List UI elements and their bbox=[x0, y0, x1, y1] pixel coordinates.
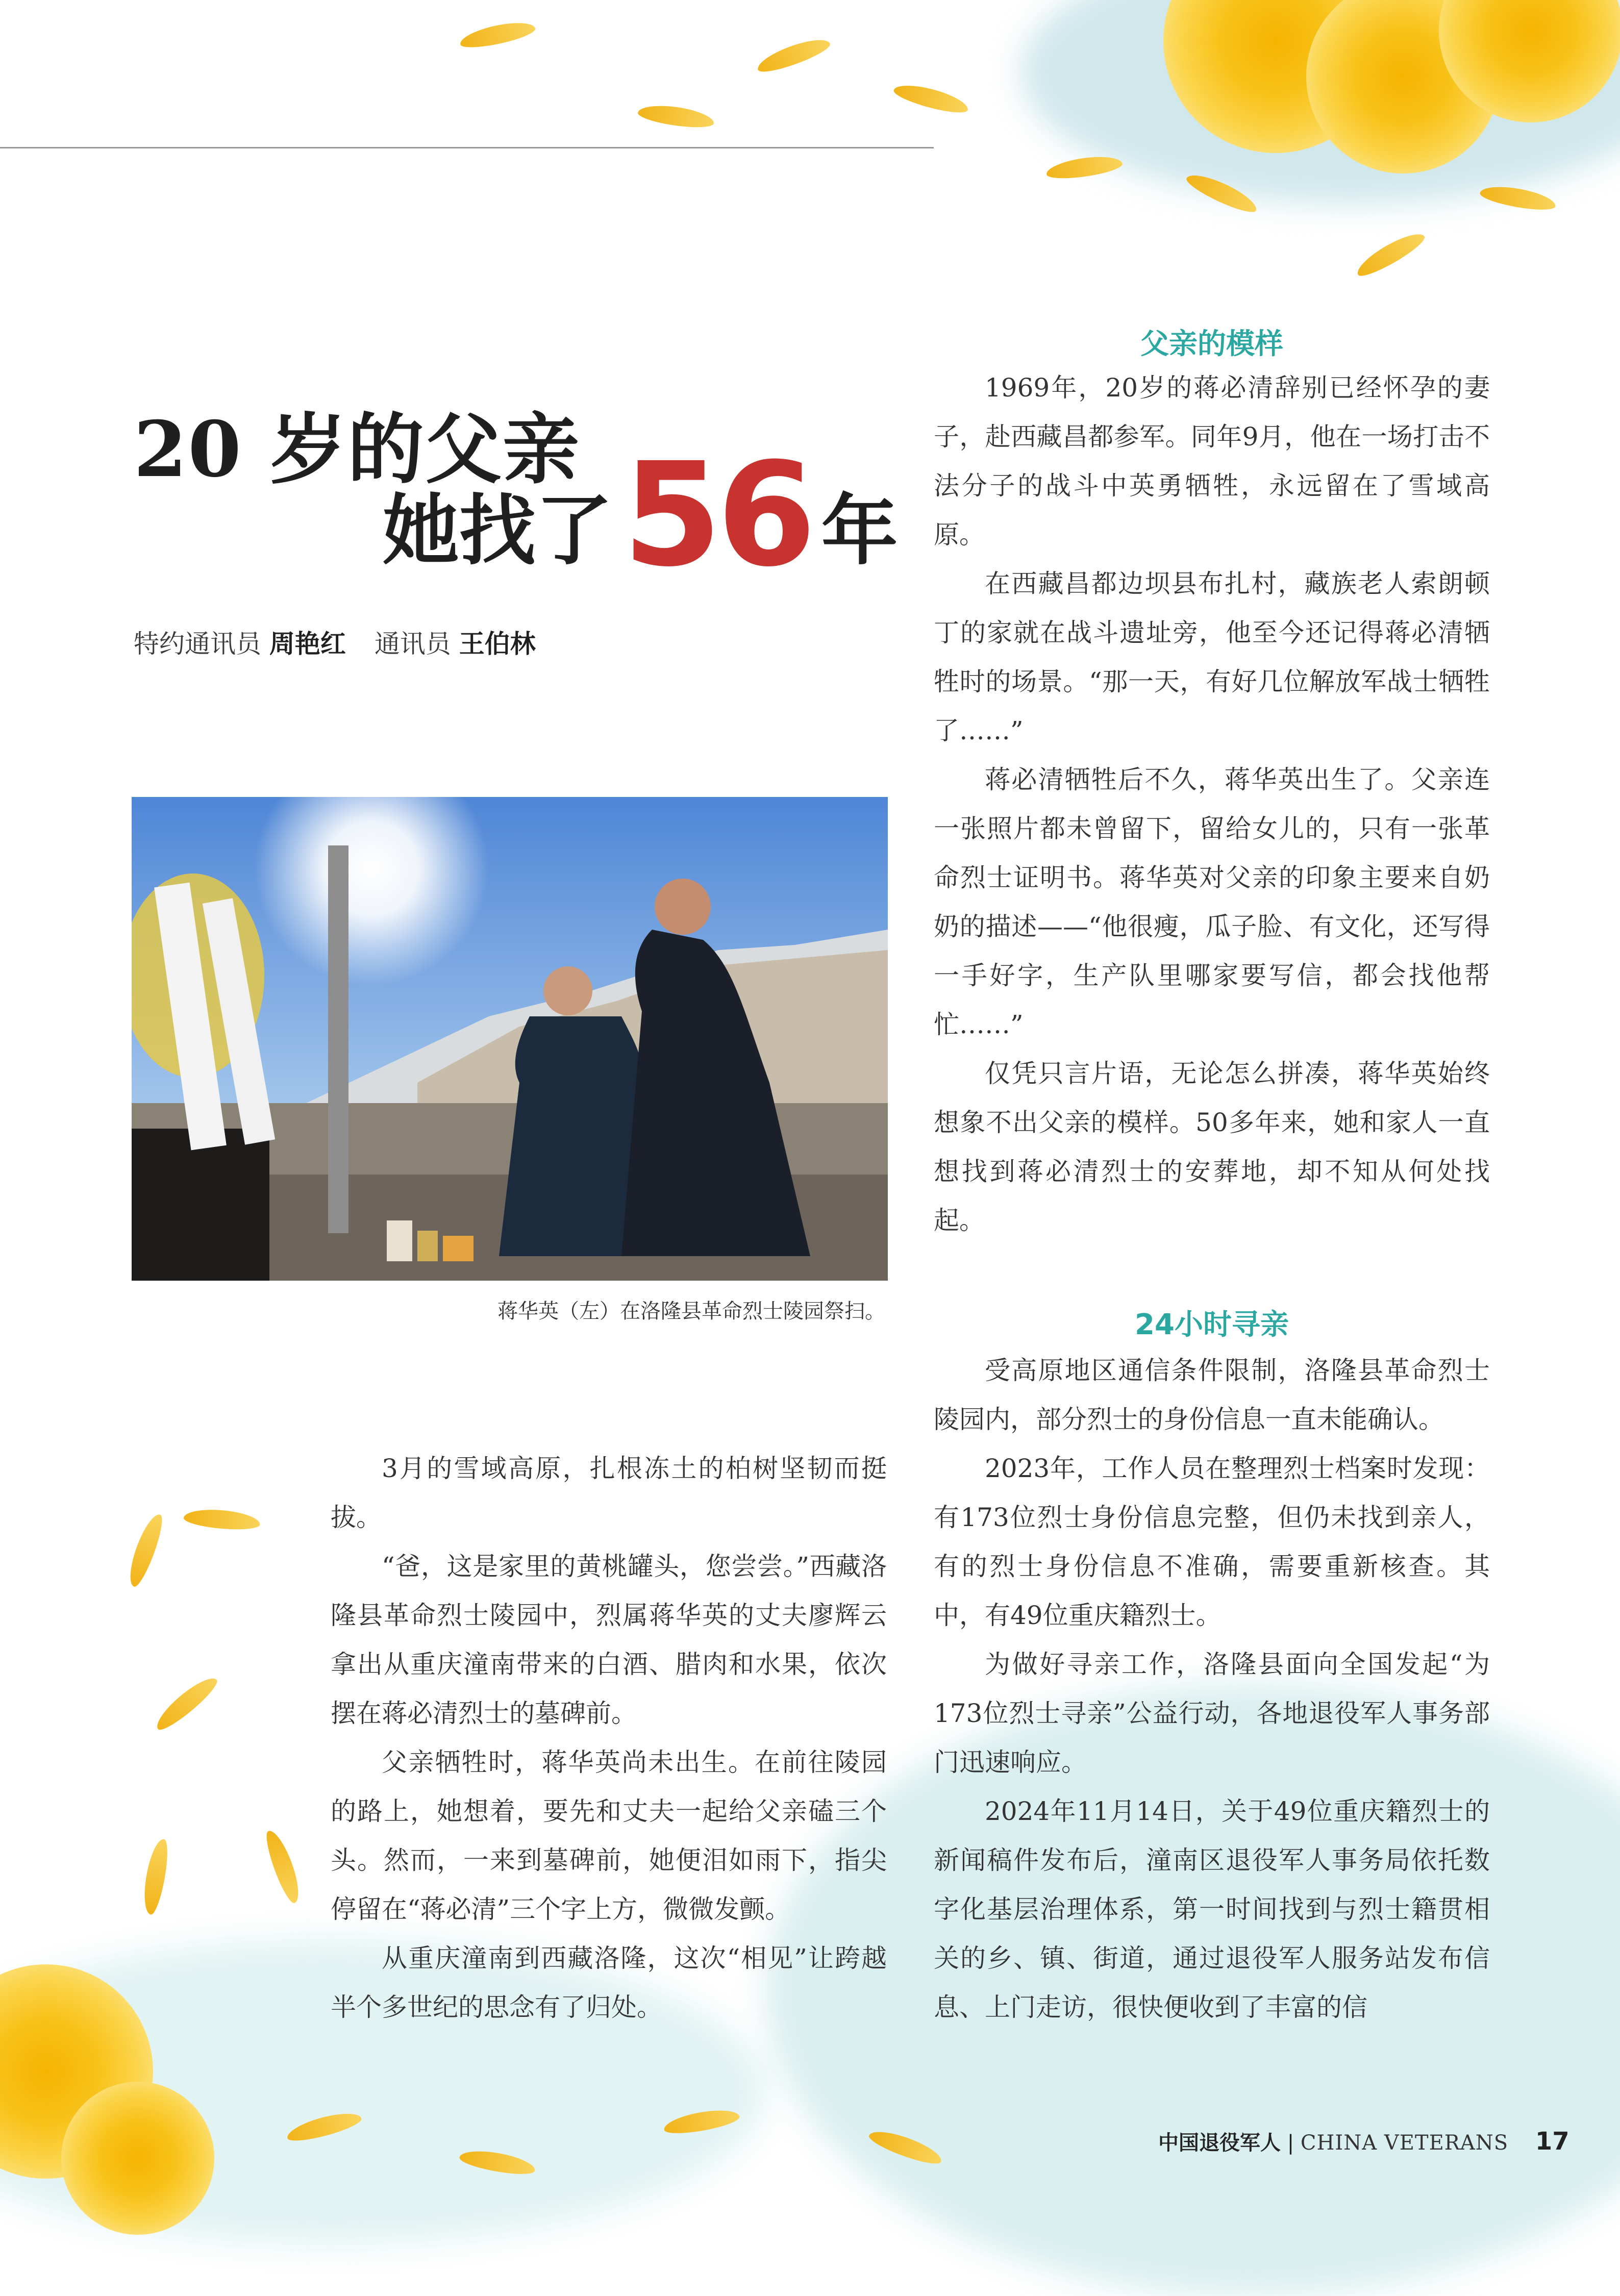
section-heading-father: 父亲的模样 bbox=[1140, 328, 1283, 361]
paragraph: 从重庆潼南到西藏洛隆，这次“相见”让跨越半个多世纪的思念有了归处。 bbox=[331, 1943, 887, 2022]
paragraph: 受高原地区通信条件限制，洛隆县革命烈士陵园内，部分烈士的身份信息一直未能确认。 bbox=[934, 1356, 1490, 1434]
article-title-line1: 20 岁的父亲 bbox=[134, 405, 580, 494]
byline-role1: 特约通讯员 bbox=[134, 629, 261, 659]
petal-decoration bbox=[458, 18, 537, 52]
page-number: 17 bbox=[1535, 2127, 1569, 2156]
left-column bbox=[331, 1444, 887, 2032]
byline-role2: 通讯员 bbox=[374, 629, 451, 659]
petal-decoration bbox=[151, 1671, 221, 1735]
petal-decoration bbox=[183, 1507, 261, 1532]
paragraph: 2023年，工作人员在整理烈士档案时发现：有173位烈士身份信息完整，但仍未找到亲人，有的烈士身份信息不准确，需要重新核查。其中，有49位重庆籍烈士。 bbox=[934, 1454, 1490, 1630]
footer-separator: | bbox=[1287, 2131, 1294, 2155]
section-heading-search: 24小时寻亲 bbox=[1135, 1308, 1289, 1341]
magazine-english-name: CHINA VETERANS bbox=[1300, 2131, 1509, 2155]
paragraph: 仅凭只言片语，无论怎么拼凑，蒋华英始终想象不出父亲的模样。50多年来，她和家人一直想找到蒋必清烈士的安葬地，却不知从何处找起。 bbox=[934, 1059, 1490, 1235]
paragraph: 3月的雪域高原，扎根冻土的柏树坚韧而挺拔。 bbox=[331, 1454, 887, 1532]
right-column-section1 bbox=[934, 363, 1490, 1245]
title-number: 56 bbox=[622, 432, 811, 598]
petal-decoration bbox=[261, 1827, 305, 1905]
right-column-section2 bbox=[934, 1346, 1490, 2032]
paragraph: 蒋必清牺牲后不久，蒋华英出生了。父亲连一张照片都未曾留下，留给女儿的，只有一张革命烈士证明书。蒋华英对父亲的印象主要来自奶奶的描述——“他很瘦，瓜子脸、有文化，还写得一手好字，生产队里哪家要写信，都会找他帮忙……” bbox=[934, 765, 1490, 1039]
petal-decoration bbox=[1479, 182, 1557, 214]
title-pre: 她找了 bbox=[383, 486, 613, 576]
byline bbox=[134, 623, 536, 660]
petal-decoration bbox=[637, 102, 715, 131]
cemetery-photo-illustration bbox=[132, 797, 888, 1281]
petal-decoration bbox=[140, 1837, 171, 1916]
chrysanthemum-image bbox=[61, 2082, 214, 2235]
article-photo bbox=[132, 797, 888, 1281]
paragraph: 父亲牺牲时，蒋华英尚未出生。在前往陵园的路上，她想着，要先和丈夫一起给父亲磕三个头。然而，一来到墓碑前，她便泪如雨下，指尖停留在“蒋必清”三个字上方，微微发颤。 bbox=[331, 1748, 887, 1924]
byline-name1: 周艳红 bbox=[269, 629, 346, 659]
paragraph: 为做好寻亲工作，洛隆县面向全国发起“为173位烈士寻亲”公益行动，各地退役军人事务部门迅速响应。 bbox=[934, 1650, 1490, 1777]
paragraph: “爸，这是家里的黄桃罐头，您尝尝。”西藏洛隆县革命烈士陵园中，烈属蒋华英的丈夫廖辉云拿出从重庆潼南带来的白酒、腊肉和水果，依次摆在蒋必清烈士的墓碑前。 bbox=[331, 1552, 887, 1728]
petal-decoration bbox=[1353, 227, 1428, 281]
header-rule bbox=[0, 147, 934, 148]
title-post: 年 bbox=[821, 486, 898, 576]
page-footer bbox=[1158, 2127, 1569, 2156]
byline-name2: 王伯林 bbox=[459, 629, 536, 659]
paragraph: 1969年，20岁的蒋必清辞别已经怀孕的妻子，赴西藏昌都参军。同年9月，他在一场打击不法分子的战斗中英勇牺牲，永远留在了雪域高原。 bbox=[934, 373, 1490, 550]
paragraph: 在西藏昌都边坝县布扎村，藏族老人索朗顿丁的家就在战斗遗址旁，他至今还记得蒋必清牺牲时的场景。“那一天，有好几位解放军战士牺牲了……” bbox=[934, 569, 1490, 745]
petal-decoration bbox=[123, 1511, 167, 1589]
petal-decoration bbox=[892, 80, 970, 117]
magazine-brand: 中国退役军人 bbox=[1158, 2131, 1281, 2155]
petal-decoration bbox=[754, 33, 832, 77]
paragraph: 2024年11月14日，关于49位重庆籍烈士的新闻稿件发布后，潼南区退役军人事务局依托数字化基层治理体系，第一时间找到与烈士籍贯相关的乡、镇、街道，通过退役军人服务站发布信息、上门走访，很快便收到了丰富的信 bbox=[934, 1796, 1490, 2022]
article-title-line2 bbox=[383, 432, 898, 598]
photo-caption: 蒋华英（左）在洛隆县革命烈士陵园祭扫。 bbox=[497, 1300, 885, 1323]
